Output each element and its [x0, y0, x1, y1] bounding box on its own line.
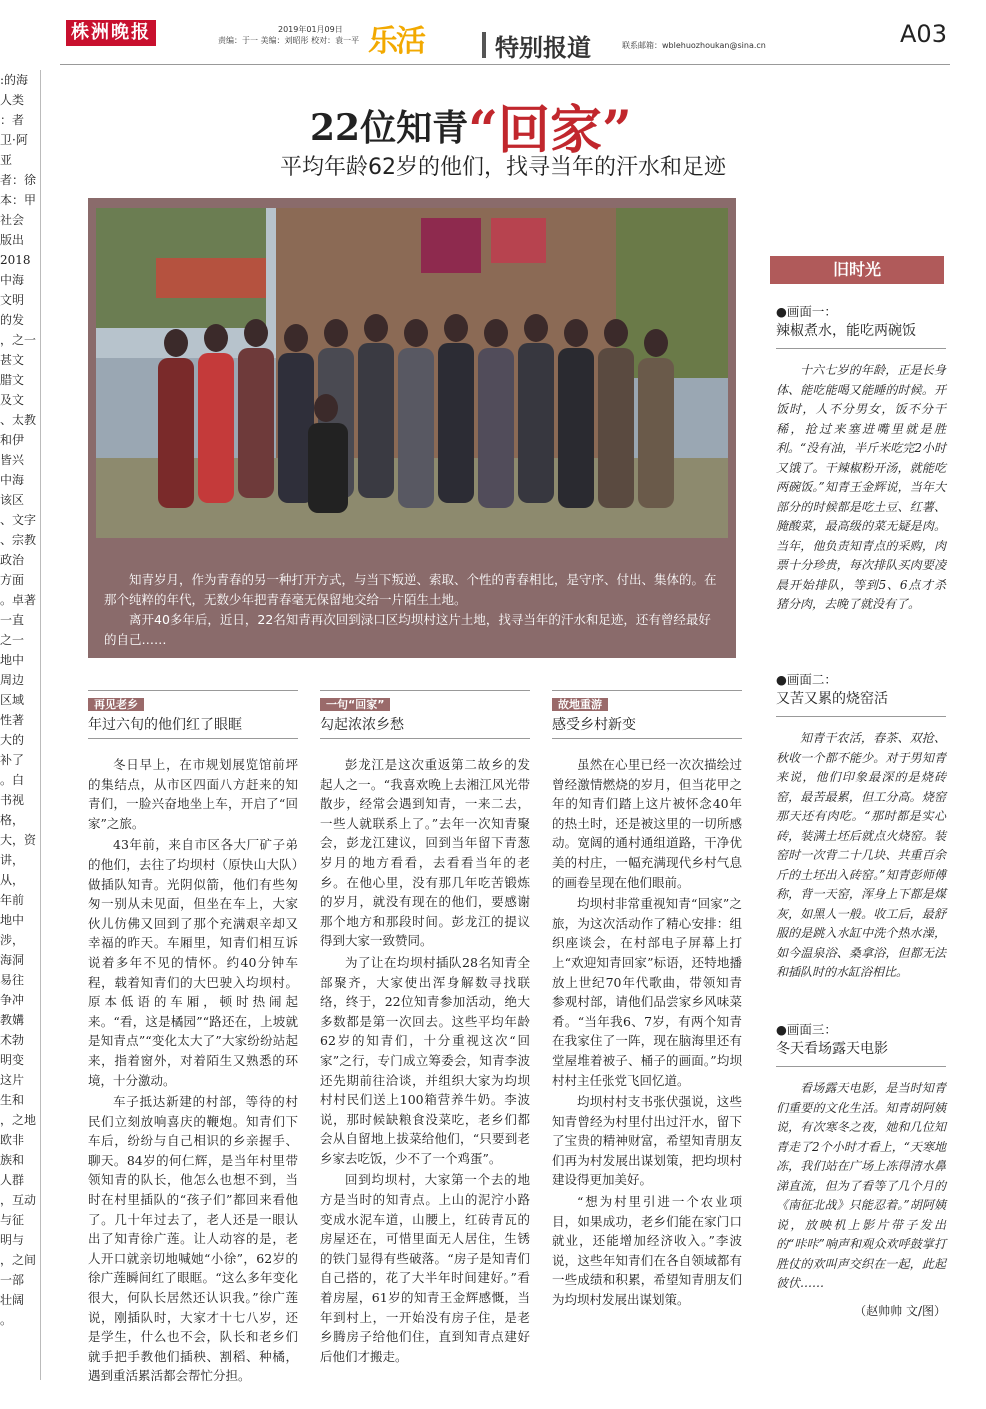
left-column-line: 之地，: [0, 1113, 37, 1127]
column-body: [88, 755, 298, 1386]
left-column-line: 的海:: [0, 73, 29, 87]
left-column-line: 互动，: [0, 1193, 37, 1207]
left-column-line: 生和: [0, 1093, 25, 1107]
left-column-line: 大，资: [0, 833, 37, 847]
left-column-line: 地中: [0, 913, 25, 927]
caption-paragraph: 知青岁月，作为青春的另一种打开方式，与当下叛逆、索取、个性的青春相比，是守序、付出、集体的。在那个纯粹的年代，无数少年把青春毫无保留地交给一片陌生土地。: [104, 572, 717, 607]
left-column-line: 社会: [0, 213, 25, 227]
left-column-line: 文明: [0, 293, 25, 307]
scene-body: [776, 361, 946, 615]
author-credit: （赵帅帅 文/图）: [854, 1303, 946, 1318]
left-column-line: 欧非: [0, 1133, 25, 1147]
header-meta: [218, 24, 359, 46]
article-column-2: [320, 690, 530, 1368]
scene-tag: ●画面三：: [776, 1022, 837, 1037]
page-number: A03: [900, 20, 947, 48]
headline-prefix: 22位知青: [310, 107, 469, 149]
date-line: 2019年01月09日: [278, 25, 343, 34]
left-column-line: 性著: [0, 713, 25, 727]
left-column-clipped: [0, 70, 42, 1390]
left-column-line: 及文: [0, 393, 25, 407]
left-column-line: 族和: [0, 1153, 25, 1167]
left-column-line: 腊文: [0, 373, 25, 387]
column-title: 勾起浓浓乡愁: [320, 717, 404, 733]
left-column-line: 之一，: [0, 333, 37, 347]
left-column-line: 之间，: [0, 1253, 37, 1267]
paragraph: 均坝村村支书张伏强说，这些知青曾经为村里付出过汗水，留下了宝贵的精神财富，希望知青朋友们再为村发展出谋划策，把均坝村建设得更加美好。: [552, 1094, 742, 1188]
paragraph: 车子抵达新建的村部，等待的村民们立刻放响喜庆的鞭炮。知青们下车后，纷纷与自己相识的乡亲握手、聊天。84岁的何仁辉，是当年村里带领知青的队长，他怎么也想不到，当时在村里插队的“孩子们”都回来看他了。几十年过去了，老人还是一眼认出了知青徐广莲。让人动容的是，老人开口就亲切地喊她“小徐”，62岁的徐广莲瞬间红了眼眶。“这么多年变化很大，何队长居然还认识我。”徐广莲说，刚插队时，大家才十七八岁，还是学生，什么也不会，队长和老乡们就手把手教他们插秧、割稻、种橘，遇到重活累活都会帮忙分担。: [88, 1094, 298, 1384]
column-body: [552, 755, 742, 1310]
scene-paragraph: 知青干农活，春茶、双抢、秋收一个都不能少。对于男知青来说，他们印象最深的是烧砖窑，最苦最累，但工分高。烧窑那天还有肉吃。“那时都是实心砖，装满土坯后就点火烧窑。装窑时一次背二十几块、共重百余斤的土坯出入砖窑。”知青彭师傅称，背一天窑，浑身上下都是煤灰，如黑人一般。收工后，最舒服的是跳入水缸中洗个热水澡，如今温泉浴、桑拿浴，但都无法和插队时的水缸浴相比。: [776, 731, 946, 979]
column-divider: [88, 738, 298, 739]
left-column-line: 卓著。: [0, 593, 37, 607]
headline-quote: “回家”: [468, 100, 632, 161]
scene-divider: [776, 1066, 946, 1067]
scene-tag: ●画面一：: [776, 304, 837, 319]
left-column-line: 和伊: [0, 433, 25, 447]
paragraph: “想为村里引进一个农业项目，如果成功，老乡们能在家门口就业，还能增加经济收入。”李波说，这些年知青们在各自领域都有一些成绩和积累，希望知青朋友们为均坝村发展出谋划策。: [552, 1194, 742, 1308]
left-column-line: 这片: [0, 1073, 25, 1087]
paragraph: 43年前，来自市区各大厂矿子弟的他们，去往了均坝村（原快山大队）做插队知青。光阴似箭，他们有些匆匆一别从未见面，但坐在车上，大家伙儿仿佛又回到了那个充满艰辛却又幸福的昨天。车厢里，知青们相互诉说着多年不见的情怀。约40分钟车程，载着知青们的大巴驶入均坝村。原本低语的车厢，顿时热闹起来。“看，这是橘园”“路还在，上坡就是知青点”“变化太大了”大家纷纷站起来，指着窗外，对着陌生又熟悉的环境，十分激动。: [88, 837, 298, 1088]
scene-tag: ●画面二：: [776, 672, 837, 687]
left-column-line: 年前: [0, 893, 25, 907]
left-column-line: 白。: [0, 773, 25, 787]
left-column-line: ，涉: [0, 933, 25, 947]
left-column-line: 教媾: [0, 1013, 25, 1027]
left-column-line: 版出: [0, 233, 25, 247]
column-divider: [88, 690, 298, 691]
left-column-line: 一部: [0, 1273, 25, 1287]
group-photo-illustration: [96, 208, 728, 538]
left-column-line: 书视: [0, 793, 25, 807]
article-column-1: [88, 690, 298, 1388]
left-column-line: 周边: [0, 673, 25, 687]
left-column-line: 地中: [0, 653, 25, 667]
scene-divider: [776, 348, 946, 349]
scene-body: [776, 729, 946, 983]
column-divider: [552, 690, 742, 691]
left-column-line: 政治: [0, 553, 25, 567]
column-tag: 故地重游: [552, 698, 608, 711]
section-logo-text: 乐活: [368, 24, 424, 59]
left-column-line: 甚文: [0, 353, 25, 367]
left-column-line: 一直: [0, 613, 25, 627]
left-column-line: 文字、: [0, 513, 37, 527]
scene-body: [776, 1079, 946, 1294]
left-column-line: 大的: [0, 733, 25, 747]
masthead: 株洲晚报: [66, 20, 156, 46]
column-title: 感受乡村新变: [552, 717, 636, 733]
column-tag: 一句“回家”: [320, 698, 390, 711]
paragraph: 为了让在均坝村插队28名知青全部聚齐，大家使出浑身解数寻找联络，终于，22位知青参加活动，绝大多数都是第一次回去。这些平均年龄62岁的知青们，十分重视这次“回家”之行，专门成立筹委会，知青李波还先期前往洽谈，并组织大家为均坝村村民们送上100箱营养牛奶。李波说，那时候缺粮食没菜吃，老乡们都会从自留地上拔菜给他们，“只要到老乡家去吃饭，少不了一个鸡蛋”。: [320, 954, 530, 1166]
scene-title: 冬天看场露天电影: [776, 1041, 888, 1057]
column-divider: [552, 738, 742, 739]
column-body: [320, 755, 530, 1366]
scene-divider: [776, 716, 946, 717]
left-column-line: ，讲: [0, 853, 25, 867]
left-column-line: 壮阔: [0, 1293, 25, 1307]
left-column-line: 区域: [0, 693, 25, 707]
left-column-line: 者：: [0, 113, 25, 127]
left-column-line: 本：甲: [0, 193, 37, 207]
column-divider: [320, 738, 530, 739]
left-column-line: 2018: [0, 253, 31, 267]
group-photo: [96, 208, 728, 538]
left-column-line: 卫·阿: [0, 133, 28, 147]
left-column-line: 补了: [0, 753, 25, 767]
scene-1: [776, 302, 946, 615]
left-column-line: 宗教、: [0, 533, 37, 547]
left-column-line: 人类: [0, 93, 25, 107]
left-column-line: 该区: [0, 493, 25, 507]
left-column-line: 海洞: [0, 953, 25, 967]
header-bar: [482, 32, 486, 58]
paragraph: 回到均坝村，大家第一个去的地方是当时的知青点。上山的泥泞小路变成水泥车道，山腰上，红砖青瓦的房屋还在，可惜里面无人居住，生锈的铁门显得有些破落。“房子是知青们自己搭的，花了大半年时间建好。”看着房屋，61岁的知青王金辉感慨，当年到村上，一开始没有房子住，是老乡腾房子给他们住，直到知青点建好后他们才搬走。: [320, 1172, 530, 1364]
column-tag: 再见老乡: [88, 698, 144, 711]
section-title: 特别报道: [495, 34, 591, 62]
sidebar-title: 旧时光: [770, 256, 944, 284]
left-column-line: 人群: [0, 1173, 25, 1187]
caption-paragraph: 离开40多年后，近日，22名知青再次回到渌口区均坝村这片土地，找寻当年的汗水和足迹，还有曾经最好的自己……: [104, 612, 711, 647]
left-column-divider: [40, 70, 41, 1380]
editor-line: 责编：于一 美编：刘昭彤 校对：袁一平: [218, 36, 360, 45]
article-column-3: [552, 690, 742, 1312]
left-column-line: 中海: [0, 473, 25, 487]
scene-3: [776, 1020, 946, 1319]
left-column-line: 易往: [0, 973, 25, 987]
scene-paragraph: 十六七岁的年龄，正是长身体、能吃能喝又能睡的时候。开饭时，人不分男女，饭不分干稀，抢过来塞进嘴里就是胜利。“没有油，半斤米吃完2小时又饿了。干辣椒粉开汤，就能吃两碗饭。”知青王金辉说，当年大部分的时候都是吃土豆、红薯、腌酸菜，最高级的菜无疑是肉。当年，他负责知青点的采购，肉票十分珍贵，每次排队买肉要凌晨开始排队，等到5、6点才杀猪分肉，去晚了就没有了。: [776, 363, 946, 611]
scene-paragraph: 看场露天电影，是当时知青们重要的文化生活。知青胡阿姨说，有次寒冬之夜，她和几位知青走了2个小时才看上，“天寒地冻，我们站在广场上冻得清水鼻涕直流，但为了看等了几个月的《南征北战》只能忍着。”胡阿姨说，放映机上影片带子发出的“咔咔”响声和观众欢呼鼓掌打胜仗的欢叫声交织在一起，此起彼伏……: [776, 1081, 946, 1290]
paragraph: 冬日早上，在市规划展览馆前坪的集结点，从市区四面八方赶来的知青们，一脸兴奋地坐上车，开启了“回家”之旅。: [88, 757, 298, 831]
left-column-line: 亚: [0, 153, 13, 167]
left-column-line: 方面: [0, 573, 25, 587]
header-email: 联系邮箱：wblehuozhoukan@sina.cn: [622, 41, 766, 50]
column-divider: [320, 690, 530, 691]
column-title: 年过六旬的他们红了眼眶: [88, 717, 242, 733]
paragraph: 虽然在心里已经一次次描绘过曾经激情燃烧的岁月，但当花甲之年的知青们踏上这片被怀念40年的热土时，还是被这里的一切所感动。宽阔的通村通组道路，干净优美的村庄，一幅充满现代乡村气息的画卷呈现在他们眼前。: [552, 757, 742, 890]
left-column-line: 太教、: [0, 413, 37, 427]
left-column-line: 明变: [0, 1053, 25, 1067]
left-column-line: 术勃: [0, 1033, 25, 1047]
left-column-line: 之一: [0, 633, 25, 647]
scene-title: 又苦又累的烧窑活: [776, 691, 888, 707]
section-logo: [368, 16, 468, 62]
paragraph: 均坝村非常重视知青“回家”之旅，为这次活动作了精心安排：组织座谈会，在村部电子屏幕上打上“欢迎知青回家”标语，还特地播放上世纪70年代歌曲，带领知青参观村部，请他们品尝家乡风味菜肴。“当年我6、7岁，有两个知青在我家住了一阵，现在脑海里还有堂屋堆着被子、桶子的画面。”均坝村村主任张党飞回忆道。: [552, 896, 742, 1088]
left-column-line: 者：徐: [0, 173, 37, 187]
left-column-line: 争冲: [0, 993, 25, 1007]
left-column-line: 的发: [0, 313, 25, 327]
left-column-line: 与征: [0, 1213, 25, 1227]
scene-2: [776, 670, 946, 983]
left-column-line: 皆兴: [0, 453, 25, 467]
left-column-line: 明与: [0, 1233, 25, 1247]
scene-title: 辣椒煮水，能吃两碗饭: [776, 323, 916, 339]
left-column-line: 中海: [0, 273, 25, 287]
left-column-line: ，格: [0, 813, 25, 827]
header-rule: [60, 64, 950, 65]
left-column-line: 。: [0, 1313, 13, 1327]
left-column-line: ，从: [0, 873, 25, 887]
photo-caption: [104, 570, 720, 650]
paragraph: 彭龙江是这次重返第二故乡的发起人之一。“我喜欢晚上去湘江风光带散步，经常会遇到知青，一来二去，一些人就联系上了。”去年一次知青聚会，彭龙江建议，回到当年留下青葱岁月的地方看看，去看看当年的老乡。在他心里，没有那几年吃苦锻炼的岁月，就没有现在的他们，要感谢那个地方和那段时间。彭龙江的提议得到大家一致赞同。: [320, 757, 530, 949]
subheadline: 平均年龄62岁的他们，找寻当年的汗水和足迹: [280, 155, 726, 180]
